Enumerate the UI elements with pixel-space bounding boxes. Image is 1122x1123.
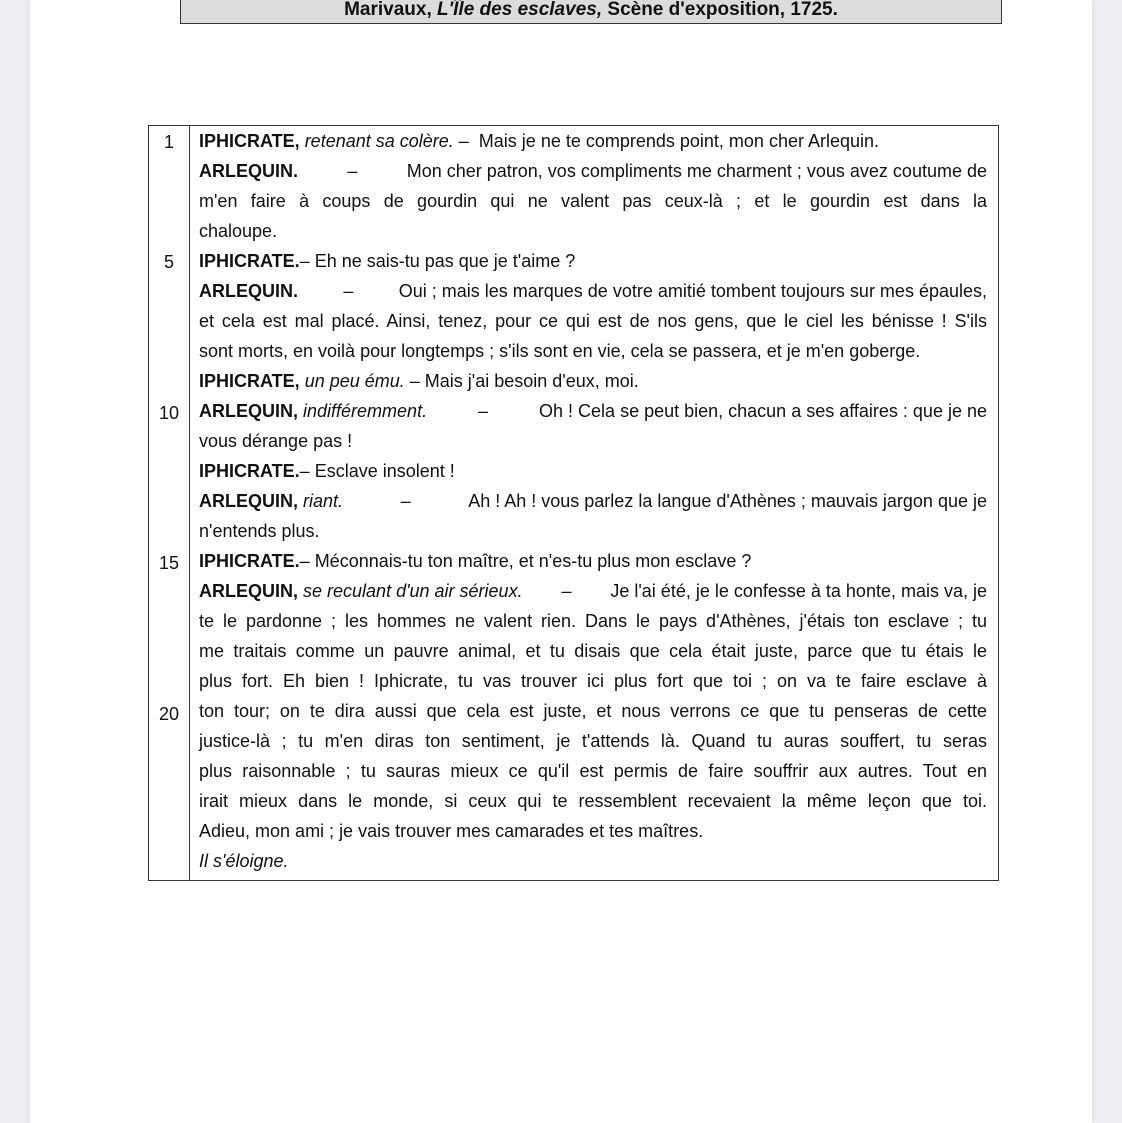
dash: –	[299, 461, 310, 481]
text-line	[199, 456, 987, 486]
text-line: m'en faire à coups de gourdin qui ne valent pas ceux-là ; et le gourdin est dans la	[199, 191, 987, 211]
speech: Mais je ne te comprends point, mon cher Arlequin.	[478, 131, 880, 151]
speech: Oui ; mais les marques de votre amitié tombent toujours sur mes épaules,	[398, 281, 987, 301]
text-line: te le pardonne ; les hommes ne valent rien. Dans le pays d'Athènes, j'étais ton esclave ; tu	[199, 611, 987, 631]
text-line	[199, 126, 987, 156]
stage-direction: un peu ému.	[304, 371, 405, 391]
text-line: plus raisonnable ; tu sauras mieux ce qu'il est permis de faire souffrir aux autres. Tout en	[199, 761, 987, 781]
line-number: 15	[158, 553, 180, 573]
document-title	[180, 0, 1002, 24]
speech: Eh ne sais-tu pas que je t'aime ?	[314, 251, 576, 271]
stage-direction: se reculant d'un air sérieux.	[303, 581, 523, 601]
speaker-name: IPHICRATE.	[199, 461, 300, 481]
text-line: sont morts, en voilà pour longtemps ; s'ils sont en vie, cela se passera, et je m'en goberge.	[199, 341, 921, 361]
dash: –	[409, 371, 420, 391]
speech: Méconnais-tu ton maître, et n'es-tu plus mon esclave ?	[314, 551, 752, 571]
speaker-name: IPHICRATE.	[199, 251, 300, 271]
speaker-name: ARLEQUIN.	[199, 161, 298, 181]
text-line: vous dérange pas !	[199, 431, 353, 451]
text-line: chaloupe.	[199, 221, 278, 241]
line-number: 5	[163, 252, 174, 272]
text-line	[199, 276, 987, 306]
stage-direction: Il s'éloigne.	[199, 851, 289, 871]
text-line: irait mieux dans le monde, si ceux qui te ressemblent recevaient la même leçon que toi.	[199, 791, 987, 811]
speaker-name: ARLEQUIN.	[199, 281, 298, 301]
speech: Oh ! Cela se peut bien, chacun a ses affaires : que je ne	[539, 401, 987, 421]
text-line: justice-là ; tu m'en diras ton sentiment, je t'attends là. Quand tu auras souffert, tu seras	[199, 731, 987, 751]
speech: Je l'ai été, je le confesse à ta honte, mais va, je	[610, 581, 987, 601]
speaker-name: ARLEQUIN,	[199, 581, 298, 601]
line-number: 20	[158, 704, 180, 724]
speaker-name: ARLEQUIN,	[199, 401, 298, 421]
dash: –	[458, 131, 469, 151]
text-line	[199, 846, 987, 876]
author-name: Marivaux,	[344, 0, 432, 20]
text-line	[199, 366, 987, 396]
speaker-name: IPHICRATE.	[199, 551, 300, 571]
excerpt-box	[148, 125, 999, 881]
line-number-column	[149, 126, 190, 880]
line-number: 10	[158, 403, 180, 423]
dash: –	[400, 491, 411, 511]
speech: Esclave insolent !	[314, 461, 455, 481]
play-title: L'Île des esclaves,	[437, 0, 603, 20]
line-number: 1	[163, 132, 174, 152]
scene-info: Scène d'exposition, 1725.	[607, 0, 838, 20]
dash: –	[478, 401, 489, 421]
speaker-name: IPHICRATE,	[199, 371, 300, 391]
dash: –	[343, 281, 354, 301]
dash: –	[347, 161, 358, 181]
text-line	[199, 486, 987, 516]
text-line: et cela est mal placé. Ainsi, tenez, pour ce qui est de nos gens, que le ciel les bénisse ! S'ils	[199, 311, 987, 331]
text-line	[199, 156, 987, 186]
text-line	[199, 546, 987, 576]
stage-direction: retenant sa colère.	[304, 131, 454, 151]
speech: Mais j'ai besoin d'eux, moi.	[424, 371, 639, 391]
dash: –	[299, 551, 310, 571]
text-line: me traitais comme un pauvre animal, et tu disais que cela était juste, parce que tu étais le	[199, 641, 987, 661]
speech: Mon cher patron, vos compliments me charment ; vous avez coutume de	[406, 161, 987, 181]
speaker-name: ARLEQUIN,	[199, 491, 298, 511]
dash: –	[299, 251, 310, 271]
dash: –	[561, 581, 572, 601]
excerpt-text	[199, 126, 987, 876]
text-line	[199, 576, 987, 606]
text-line: Adieu, mon ami ; je vais trouver mes camarades et tes maîtres.	[199, 821, 704, 841]
text-line: ton tour; on te dira aussi que cela est juste, et nous verrons ce que tu penseras de cette	[199, 701, 987, 721]
stage-direction: indifféremment.	[303, 401, 428, 421]
stage-direction: riant.	[303, 491, 344, 511]
speaker-name: IPHICRATE,	[199, 131, 300, 151]
text-line	[199, 396, 987, 426]
text-line	[199, 246, 987, 276]
text-line: plus fort. Eh bien ! Iphicrate, tu vas trouver ici plus fort que toi ; on va te faire esclave à	[199, 671, 987, 691]
text-line: n'entends plus.	[199, 521, 320, 541]
speech: Ah ! Ah ! vous parlez la langue d'Athènes ; mauvais jargon que je	[468, 491, 987, 511]
